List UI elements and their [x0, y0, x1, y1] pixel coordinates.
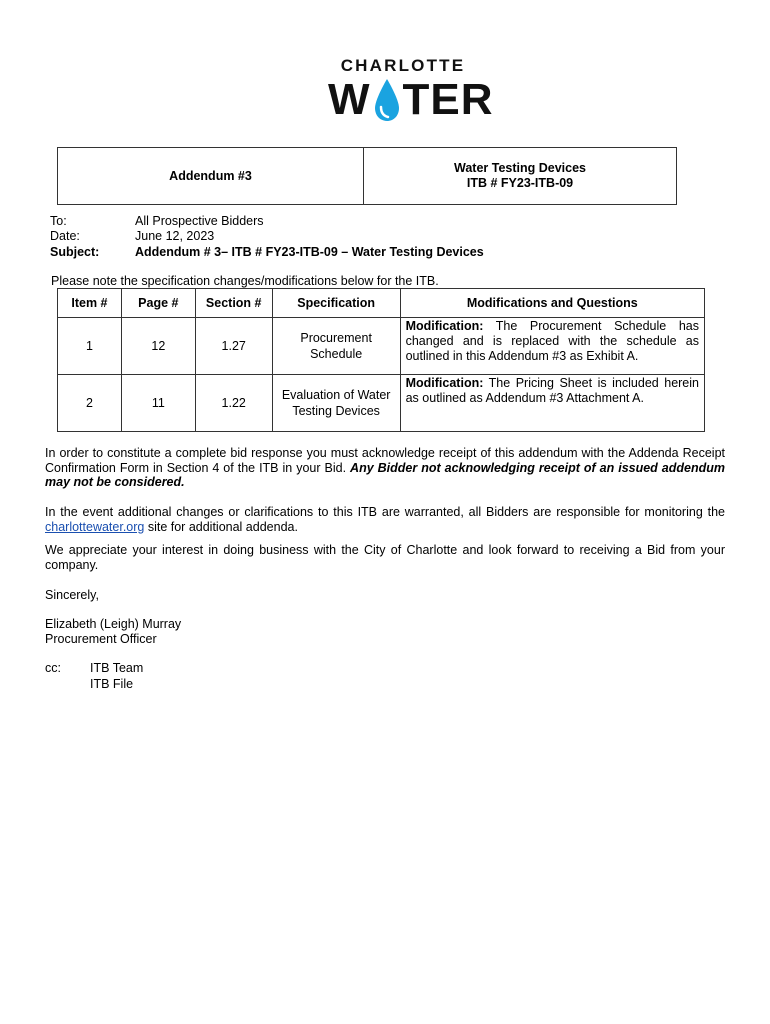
- to-label: To:: [50, 214, 67, 228]
- logo-letters-right: TER: [402, 75, 494, 124]
- acknowledgement-warning: Any Bidder not acknowledging receipt of an issued addendum may not be considered.: [45, 460, 725, 489]
- signer-name: Elizabeth (Leigh) Murray: [45, 617, 182, 631]
- cell-item: 1: [58, 318, 122, 375]
- table-row: [58, 375, 705, 432]
- appreciation-paragraph: We appreciate your interest in doing business with the City of Charlotte and look forward to receiving a Bid from your company.: [45, 543, 725, 572]
- modification-text: The Procurement Schedule has changed and is replaced with the schedule as outlined in this Addendum #3 as Exhibit A.: [405, 319, 699, 363]
- cc-item: ITB Team: [90, 661, 144, 675]
- header-project: [364, 148, 676, 204]
- cell-specification: Procurement Schedule: [272, 318, 400, 375]
- col-header-modifications: Modifications and Questions: [400, 289, 704, 318]
- cell-item: 2: [58, 375, 122, 432]
- modification-text: The Pricing Sheet is included herein as outlined as Addendum #3 Attachment A.: [405, 376, 699, 405]
- acknowledgement-text: In order to constitute a complete bid response you must acknowledge receipt of this addendum with the Addenda Receipt Confirmation Form in Section 4 of the ITB in your Bid.: [45, 446, 725, 475]
- signer-title: Procurement Officer: [45, 632, 157, 646]
- cell-section: 1.27: [195, 318, 272, 375]
- to-value: All Prospective Bidders: [135, 214, 264, 228]
- col-header-section: Section #: [195, 289, 272, 318]
- logo-letters-left: W: [328, 75, 371, 124]
- charlottewater-link[interactable]: charlottewater.org: [45, 519, 145, 534]
- monitoring-paragraph: [45, 505, 725, 534]
- project-title: Water Testing Devices: [454, 161, 586, 175]
- logo-top-text: CHARLOTTE: [340, 56, 466, 75]
- table-intro: Please note the specification changes/modifications below for the ITB.: [51, 274, 439, 288]
- cell-modification: [400, 318, 704, 375]
- logo-wordmark: [328, 74, 494, 126]
- table-header-row: [58, 289, 705, 318]
- modifications-table: [57, 288, 705, 432]
- closing-salutation: Sincerely,: [45, 588, 99, 602]
- col-header-specification: Specification: [272, 289, 400, 318]
- cc-label: cc:: [45, 661, 61, 675]
- cell-section: 1.22: [195, 375, 272, 432]
- col-header-item: Item #: [58, 289, 122, 318]
- table-row: [58, 318, 705, 375]
- modification-label: Modification:: [405, 319, 484, 333]
- itb-number: ITB # FY23-ITB-09: [466, 176, 574, 190]
- modification-label: Modification:: [405, 376, 484, 390]
- subject-value: Addendum # 3– ITB # FY23-ITB-09 – Water Testing Devices: [135, 245, 484, 259]
- date-label: Date:: [50, 229, 80, 243]
- date-value: June 12, 2023: [135, 229, 215, 243]
- monitoring-text-before: In the event additional changes or clarifications to this ITB are warranted, all Bidders are responsible for monitoring the: [45, 505, 725, 519]
- col-header-page: Page #: [121, 289, 195, 318]
- cell-page: 11: [121, 375, 195, 432]
- subject-label: Subject:: [50, 245, 100, 259]
- cell-modification: [400, 375, 704, 432]
- header-box: [57, 147, 677, 205]
- water-drop-icon: [372, 77, 402, 123]
- cc-item: ITB File: [90, 677, 134, 691]
- cell-specification: Evaluation of Water Testing Devices: [272, 375, 400, 432]
- monitoring-text-after: site for additional addenda.: [144, 519, 298, 534]
- charlotte-water-logo: [328, 56, 494, 126]
- addendum-number: Addendum #3: [58, 148, 364, 204]
- acknowledgement-paragraph: [45, 446, 725, 490]
- cell-page: 12: [121, 318, 195, 375]
